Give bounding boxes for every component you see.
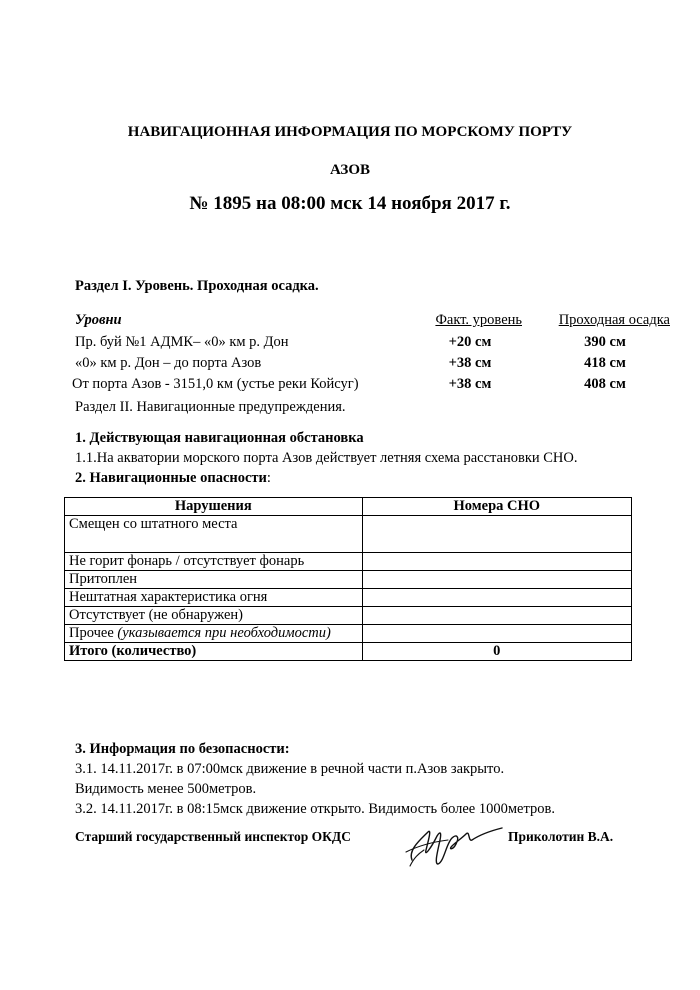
col-levels-header: Уровни: [75, 312, 122, 328]
violation-label: [65, 625, 363, 643]
level-row-name: Пр. буй №1 АДМК– «0» км р. Дон: [75, 334, 289, 350]
violation-label: Не горит фонарь / отсутствует фонарь: [65, 553, 363, 571]
violation-label: Смещен со штатного места: [65, 516, 363, 553]
col-violations-header: Нарушения: [65, 498, 363, 516]
level-row-draft: 408 см: [584, 376, 626, 392]
safety-line-1: 3.1. 14.11.2017г. в 07:00мск движение в речной части п.Азов закрыто.: [75, 761, 505, 777]
safety-line-2: Видимость менее 500метров.: [75, 781, 257, 797]
sub1-text: 1.1.На акватории морского порта Азов действует летняя схема расстановки СНО.: [75, 450, 578, 466]
signature-icon: [398, 820, 508, 870]
table-row: [65, 516, 632, 553]
safety-line-3: 3.2. 14.11.2017г. в 08:15мск движение открыто. Видимость более 1000метров.: [75, 801, 555, 817]
level-row-draft: 418 см: [584, 355, 626, 371]
table-header-row: [65, 498, 632, 516]
sno-value: [362, 589, 631, 607]
doc-title: НАВИГАЦИОННАЯ ИНФОРМАЦИЯ ПО МОРСКОМУ ПОРТУ: [127, 124, 573, 140]
table-row: [65, 571, 632, 589]
table-row: [65, 553, 632, 571]
sno-value: [362, 607, 631, 625]
inspector-title: Старший государственный инспектор ОКДС: [75, 829, 351, 844]
inspector-name: Приколотин В.А.: [508, 829, 614, 844]
level-row-name: От порта Азов - 3151,0 км (устье реки Койсуг): [72, 376, 359, 392]
sub1-title: 1. Действующая навигационная обстановка: [75, 430, 364, 446]
section3-title: 3. Информация по безопасности:: [75, 741, 290, 757]
col-fact-header: Факт. уровень: [435, 312, 522, 328]
level-row-fact: +38 см: [448, 355, 492, 371]
level-row-name: «0» км р. Дон – до порта Азов: [75, 355, 262, 371]
level-row-fact: +38 см: [448, 376, 492, 392]
sno-value: [362, 571, 631, 589]
violation-label-note: (указывается при необходимости): [117, 625, 331, 641]
sno-value: [362, 625, 631, 643]
violation-label: Притоплен: [65, 571, 363, 589]
section2-title: Раздел II. Навигационные предупреждения.: [75, 399, 346, 415]
table-row: [65, 607, 632, 625]
level-row-draft: 390 см: [584, 334, 626, 350]
hazards-table: [64, 497, 632, 661]
level-row-fact: +20 см: [448, 334, 492, 350]
sub2-colon: :: [266, 470, 271, 486]
violation-label: Отсутствует (не обнаружен): [65, 607, 363, 625]
violation-label-main: Прочее: [69, 625, 118, 641]
col-numbers-header: Номера СНО: [362, 498, 631, 516]
sno-value: [362, 553, 631, 571]
total-value: 0: [362, 643, 631, 661]
table-row: [65, 625, 632, 643]
section1-title: Раздел I. Уровень. Проходная осадка.: [75, 278, 319, 294]
sub2-title: 2. Навигационные опасности: [75, 470, 267, 486]
col-draft-header: Проходная осадка: [558, 312, 670, 328]
table-row: [65, 589, 632, 607]
doc-number-date: № 1895 на 08:00 мск 14 ноября 2017 г.: [189, 193, 511, 214]
port-name: АЗОВ: [329, 162, 371, 178]
sno-value: [362, 516, 631, 553]
sub2-heading: [75, 470, 271, 487]
violation-label: Нештатная характеристика огня: [65, 589, 363, 607]
total-label: Итого (количество): [65, 643, 363, 661]
table-total-row: [65, 643, 632, 661]
